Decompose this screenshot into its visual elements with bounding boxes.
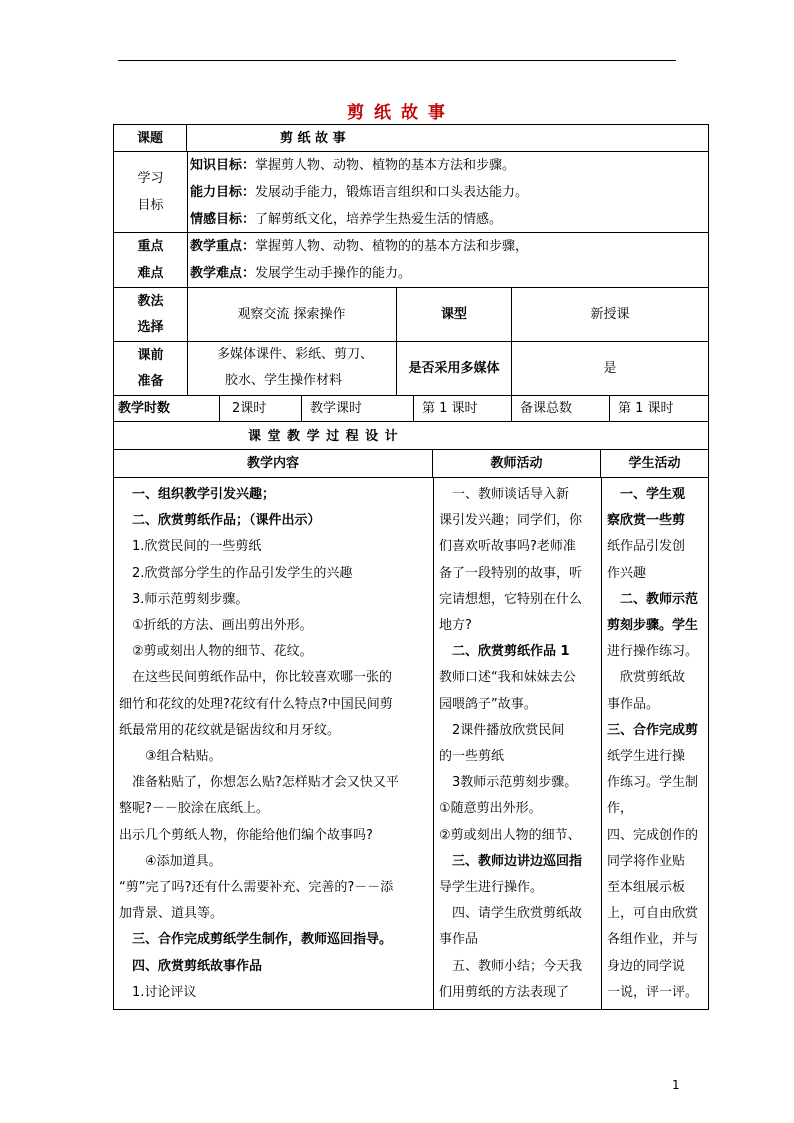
student-line: 三、合作完成剪 (607, 722, 699, 738)
content-line: 在这些民间剪纸作品中，你比较喜欢哪一张的 (119, 670, 393, 686)
prep-total-value: 第 1 课时 (618, 401, 674, 416)
key-point-focus: 教学重点：掌握剪人物、动物、植物的的基本方法和步骤， (190, 239, 529, 254)
student-line: 纸作品引发创 (607, 539, 686, 555)
content-line: 纸最常用的花纹就是锯齿纹和月牙纹。 (119, 722, 341, 738)
content-column (114, 482, 433, 1009)
hours-label: 教学时数 (114, 396, 220, 421)
goals-row (113, 151, 709, 233)
teacher-line: 教师口述“我和妹妹去公 (439, 670, 576, 686)
multimedia-label: 是否采用多媒体 (397, 342, 512, 395)
prep-value: 多媒体课件、彩纸、剪刀、 胶水、学生操作材料 (187, 342, 397, 395)
key-points-list (190, 233, 528, 287)
student-line: 至本组展示板 (607, 880, 686, 896)
teacher-line: 地方? (439, 618, 472, 634)
teacher-line: 一、教师谈话导入新 (439, 487, 570, 502)
content-line: 细竹和花纹的处理?花纹有什么特点?中国民间剪 (119, 696, 393, 712)
teacher-line: 导学生进行操作。 (439, 880, 544, 896)
content-line: 二、欣赏剪纸作品；（课件出示） (119, 513, 321, 529)
teacher-line: ②剪或刻出人物的细节、 (439, 827, 581, 843)
page-title: 剪 纸 故 事 (347, 103, 447, 123)
student-line: 各组作业，并与 (607, 932, 699, 948)
key-point-difficulty: 教学难点：发展学生动手操作的能力。 (190, 266, 412, 281)
student-line: 作练习。学生制 (607, 775, 699, 791)
type-label: 课型 (397, 288, 512, 341)
teacher-line: 备了一段特别的故事，听 (439, 565, 583, 581)
student-line: 二、教师示范 (607, 591, 699, 607)
content-line: 三、合作完成剪纸学生制作，教师巡回指导。 (119, 932, 393, 948)
header-rule (118, 60, 676, 61)
goals-label-line1: 学习 (137, 171, 164, 186)
student-column (602, 482, 708, 1009)
method-label: 教法 选择 (114, 288, 188, 341)
key-label: 重点 难点 (114, 233, 188, 287)
content-line: 1.讨论评议 (119, 984, 197, 1000)
content-line: ③组合粘贴。 (119, 749, 222, 765)
teacher-line: 事作品 (439, 932, 479, 948)
col-header-teacher: 教师活动 (433, 450, 601, 477)
goal-knowledge: 知识目标：掌握剪人物、动物、植物的基本方法和步骤。 (190, 158, 516, 173)
teacher-line: 完请想想，它特别在什么 (439, 591, 583, 607)
student-line: 身边的同学说 (607, 958, 686, 974)
content-line: 3.师示范剪刻步骤。 (119, 591, 249, 607)
type-value: 新授课 (590, 307, 630, 322)
hours-row (113, 395, 709, 422)
teacher-line: 三、教师边讲边巡回指 (439, 853, 583, 869)
content-line: “剪”完了吗?还有什么需要补充、完善的?－－添 (119, 880, 394, 896)
content-line: 出示几个剪纸人物，你能给他们编个故事吗? (119, 827, 373, 843)
goals-label-line2: 目标 (137, 198, 164, 213)
goal-ability: 能力目标：发展动手能力，锻炼语言组织和口头表达能力。 (190, 185, 529, 200)
prep-label: 课前 准备 (114, 342, 188, 395)
student-line: 四、完成创作的 (607, 827, 699, 843)
col-header-student: 学生活动 (628, 456, 681, 471)
content-line: 四、欣赏剪纸故事作品 (119, 958, 263, 974)
process-body (113, 477, 709, 1010)
method-row (113, 287, 709, 342)
multimedia-value: 是 (603, 361, 617, 376)
content-line: 一、组织教学引发兴趣； (119, 487, 276, 502)
teacher-line: 课引发兴趣；同学们，你 (439, 513, 583, 529)
col-header-content: 教学内容 (114, 450, 433, 477)
teacher-line: 的一些剪纸 (439, 749, 505, 765)
key-points-row (113, 232, 709, 288)
student-line: 一、学生观 (607, 487, 686, 502)
teacher-line: 四、请学生欣赏剪纸故 (439, 906, 583, 922)
content-line: 1.欣赏民间的一些剪纸 (119, 539, 262, 555)
teacher-line: 五、教师小结；今天我 (439, 958, 583, 974)
student-line: 一说，评一评。 (607, 984, 699, 1000)
content-line: ②剪或刻出人物的细节、花纹。 (119, 644, 313, 660)
content-line: 加背景、道具等。 (119, 906, 224, 922)
goals-list (190, 152, 528, 233)
page-number: 1 (672, 1078, 680, 1092)
content-line: 准备粘贴了，你想怎么贴?怎样贴才会又快又平 (119, 775, 399, 791)
student-line: 同学将作业贴 (607, 853, 686, 869)
prep-total-label: 备课总数 (512, 396, 610, 421)
teacher-line: 们用剪纸的方法表现了 (439, 984, 570, 1000)
teacher-line: 园喂鸽子”故事。 (439, 696, 537, 712)
process-header-row (113, 421, 709, 450)
student-line: 进行操作练习。 (607, 644, 699, 660)
goals-label (114, 152, 188, 232)
topic-value: 剪 纸 故 事 (280, 130, 346, 146)
lesson-hour-value: 第 1 课时 (414, 396, 512, 421)
teacher-line: 们喜欢听故事吗?老师准 (439, 539, 576, 555)
process-header: 课 堂 教 学 过 程 设 计 (248, 428, 399, 444)
student-line: 作， (607, 801, 634, 817)
goal-emotion: 情感目标：了解剪纸文化，培养学生热爱生活的情感。 (190, 212, 503, 227)
teacher-line: 2课件播放欣赏民间 (439, 722, 565, 738)
lesson-hour-label: 教学课时 (302, 396, 414, 421)
student-line: 剪刻步骤。学生 (607, 618, 699, 634)
content-line: 2.欣赏部分学生的作品引发学生的兴趣 (119, 565, 353, 581)
student-line: 事作品。 (607, 696, 660, 712)
teacher-line: 3教师示范剪刻步骤。 (439, 775, 578, 791)
student-line: 纸学生进行操 (607, 749, 686, 765)
content-line: 整呢?－－胶涂在底纸上。 (119, 801, 269, 817)
student-line: 欣赏剪纸故 (607, 670, 686, 686)
student-line: 作兴趣 (607, 565, 647, 581)
student-line: 察欣赏一些剪 (607, 513, 686, 529)
column-header-row (113, 449, 709, 478)
hours-value: 2课时 (220, 396, 302, 421)
content-line: ④添加道具。 (119, 853, 222, 869)
content-line: ①折纸的方法、画出剪出外形。 (119, 618, 313, 634)
prep-row (113, 341, 709, 396)
teacher-column (434, 482, 601, 1009)
teacher-line: 二、欣赏剪纸作品 1 (439, 644, 570, 660)
student-line: 上，可自由欣赏 (607, 906, 699, 922)
topic-label: 课题 (114, 125, 187, 151)
method-value: 观察交流 探索操作 (187, 288, 397, 341)
topic-row (113, 124, 709, 152)
teacher-line: ①随意剪出外形。 (439, 801, 542, 817)
